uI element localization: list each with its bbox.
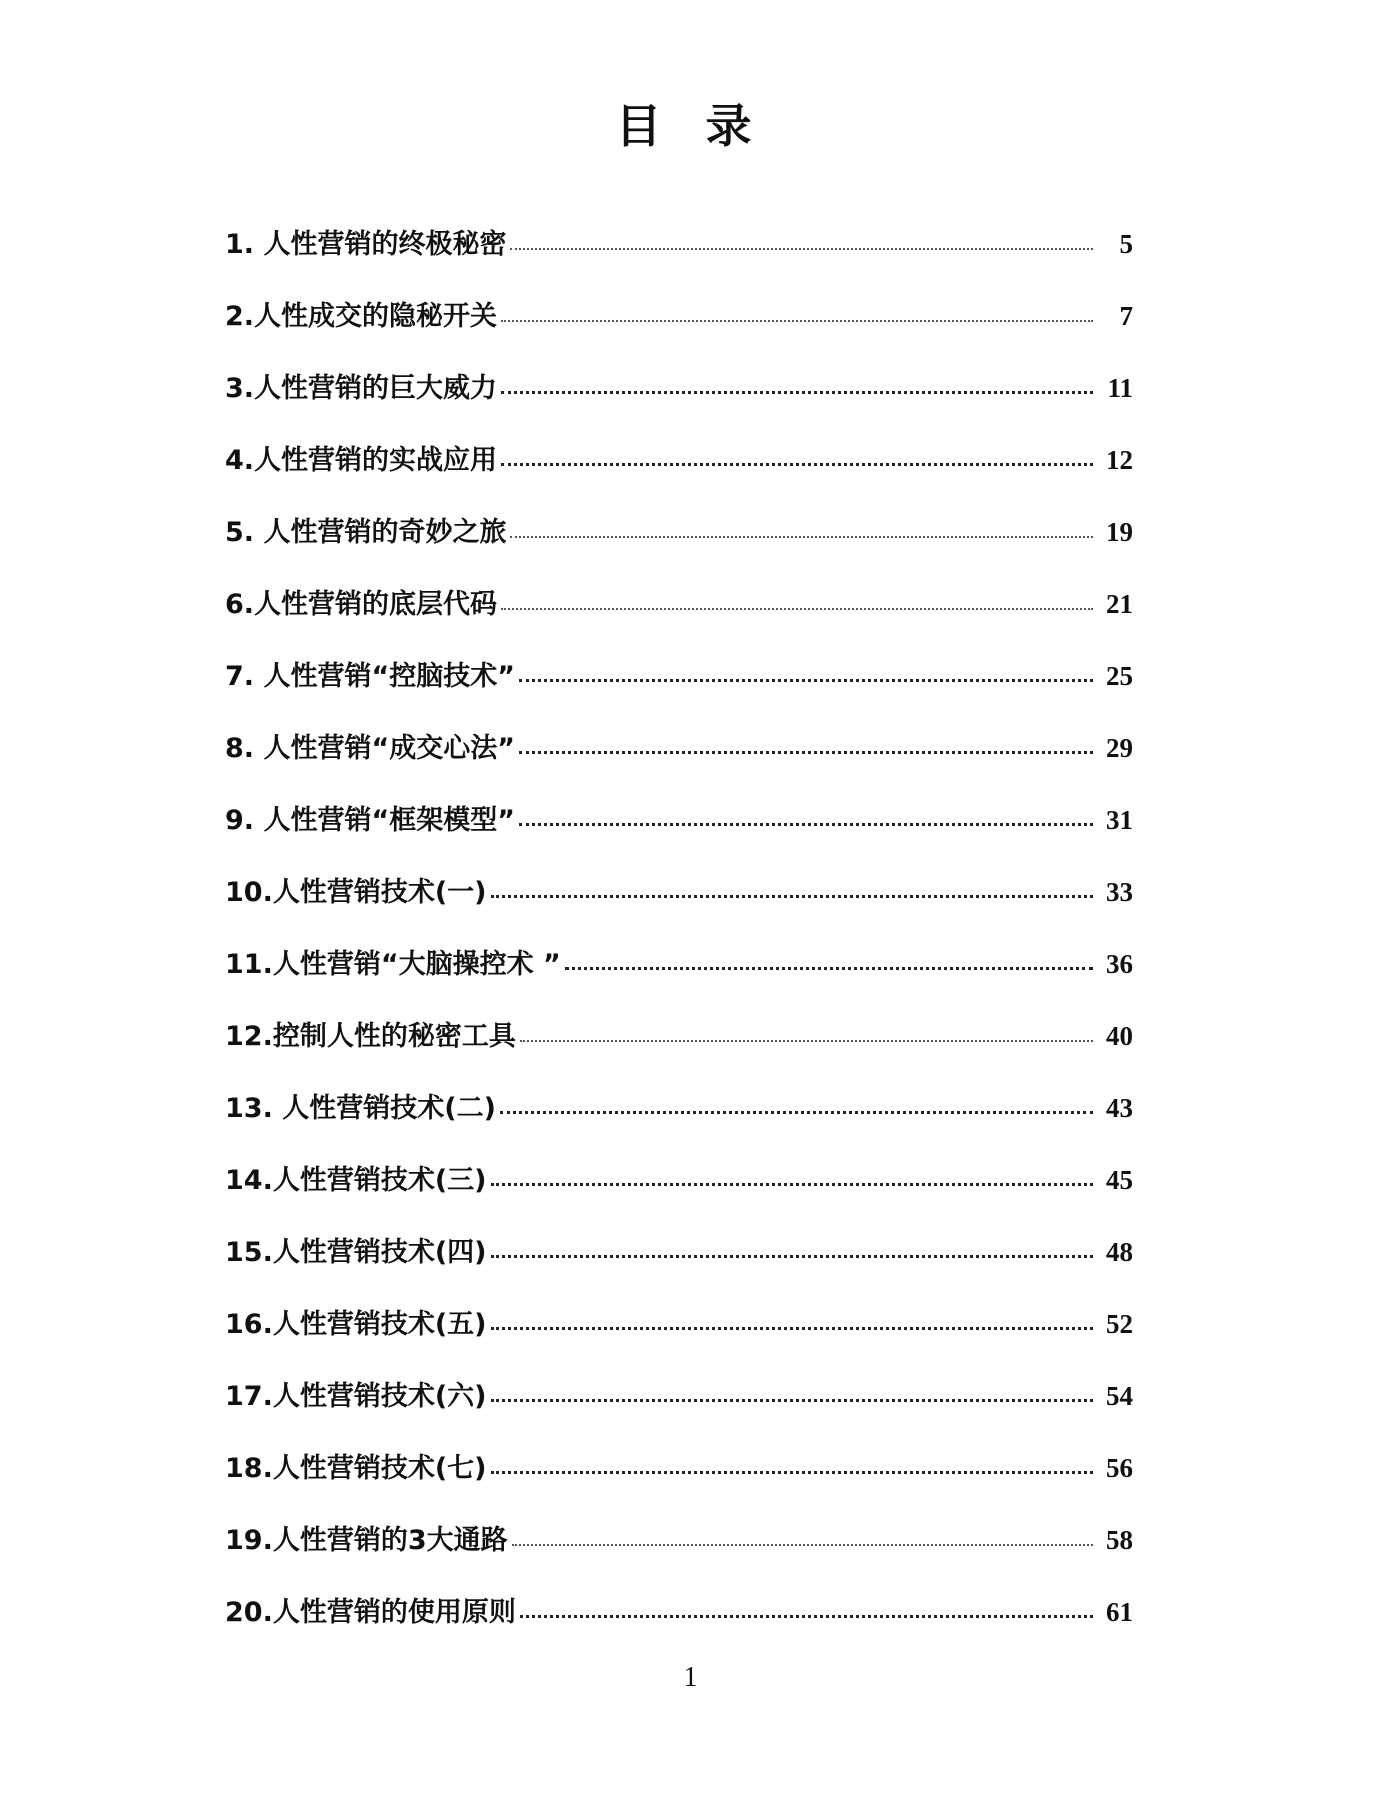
toc-entry-title: 8. 人性营销“成交心法” [225,733,515,764]
toc-entry-title: 14.人性营销技术(三) [225,1165,487,1196]
toc-entry-title: 15.人性营销技术(四) [225,1237,487,1268]
toc-entry-title: 2.人性成交的隐秘开关 [225,301,498,332]
toc-entry-title: 16.人性营销技术(五) [225,1309,487,1340]
toc-entry[interactable] [225,208,1133,280]
toc-entry-title: 18.人性营销技术(七) [225,1453,487,1484]
toc-leader-dots [500,1110,1093,1114]
toc-leader-dots [491,1398,1093,1402]
toc-entry[interactable] [225,712,1133,784]
toc-entry-page: 7 [1119,301,1133,331]
toc-leader-dots [501,462,1093,466]
toc-entry-page: 52 [1106,1309,1133,1339]
toc-entry[interactable] [225,1000,1133,1072]
toc-leader-dots [501,390,1093,394]
toc-entry-page: 31 [1106,805,1133,835]
toc-leader-dots [491,1254,1093,1258]
toc-leader-dots [520,1614,1093,1618]
toc-entry-page: 21 [1106,589,1133,619]
toc-entry[interactable] [225,1360,1133,1432]
toc-entry[interactable] [225,1144,1133,1216]
toc-entry-title: 13. 人性营销技术(二) [225,1093,496,1124]
toc-entry[interactable] [225,640,1133,712]
toc-leader-dots [519,678,1093,682]
toc-entry[interactable] [225,280,1133,352]
toc-entry-title: 17.人性营销技术(六) [225,1381,487,1412]
toc-entry[interactable] [225,352,1133,424]
toc-entry[interactable] [225,424,1133,496]
toc-leader-dots [491,1182,1093,1186]
toc-entry-page: 54 [1106,1381,1133,1411]
toc-entry[interactable] [225,928,1133,1000]
toc-entry-title: 5. 人性营销的奇妙之旅 [225,517,507,548]
toc-entry[interactable] [225,784,1133,856]
toc-entry[interactable] [225,1576,1133,1648]
toc-entry-page: 36 [1106,949,1133,979]
toc-entry[interactable] [225,1216,1133,1288]
toc-leader-dots [565,966,1093,970]
toc-entry[interactable] [225,1432,1133,1504]
toc-entry[interactable] [225,1072,1133,1144]
toc-entry-page: 58 [1106,1525,1133,1555]
toc-entry-title: 11.人性营销“大脑操控术 ” [225,949,561,980]
toc-leader-dots [501,607,1093,610]
toc-entry[interactable] [225,1288,1133,1360]
toc-leader-dots [491,894,1093,898]
toc-leader-dots [520,1039,1093,1042]
toc-entry-page: 12 [1106,445,1133,475]
toc-leader-dots [512,1543,1093,1546]
toc-entry[interactable] [225,568,1133,640]
toc-entry-page: 43 [1106,1093,1133,1123]
table-of-contents [225,208,1133,1648]
toc-entry-title: 19.人性营销的3大通路 [225,1525,508,1556]
toc-leader-dots [519,750,1093,754]
toc-entry-page: 56 [1106,1453,1133,1483]
toc-entry-title: 4.人性营销的实战应用 [225,445,498,476]
toc-entry-title: 20.人性营销的使用原则 [225,1597,516,1628]
toc-entry-title: 6.人性营销的底层代码 [225,589,498,620]
toc-entry-page: 11 [1107,373,1133,403]
toc-entry-page: 19 [1106,517,1133,547]
toc-entry-title: 12.控制人性的秘密工具 [225,1021,516,1052]
toc-entry-title: 1. 人性营销的终极秘密 [225,229,507,260]
toc-entry[interactable] [225,856,1133,928]
toc-entry-page: 29 [1106,733,1133,763]
toc-entry[interactable] [225,496,1133,568]
toc-entry-page: 33 [1106,877,1133,907]
toc-leader-dots [510,535,1093,538]
page-number: 1 [683,1662,698,1693]
toc-leader-dots [491,1326,1093,1330]
toc-entry-page: 40 [1106,1021,1133,1051]
toc-leader-dots [519,822,1093,826]
toc-entry-page: 5 [1119,229,1133,259]
toc-leader-dots [491,1470,1093,1474]
toc-entry-title: 9. 人性营销“框架模型” [225,805,515,836]
toc-leader-dots [501,319,1093,322]
toc-entry-page: 25 [1106,661,1133,691]
toc-entry-title: 7. 人性营销“控脑技术” [225,661,515,692]
page-title: 目 录 [615,99,766,153]
toc-entry-page: 61 [1106,1597,1133,1627]
toc-entry-page: 45 [1106,1165,1133,1195]
toc-entry-title: 10.人性营销技术(一) [225,877,487,908]
toc-entry[interactable] [225,1504,1133,1576]
toc-entry-page: 48 [1106,1237,1133,1267]
toc-leader-dots [510,247,1093,250]
toc-entry-title: 3.人性营销的巨大威力 [225,373,498,404]
